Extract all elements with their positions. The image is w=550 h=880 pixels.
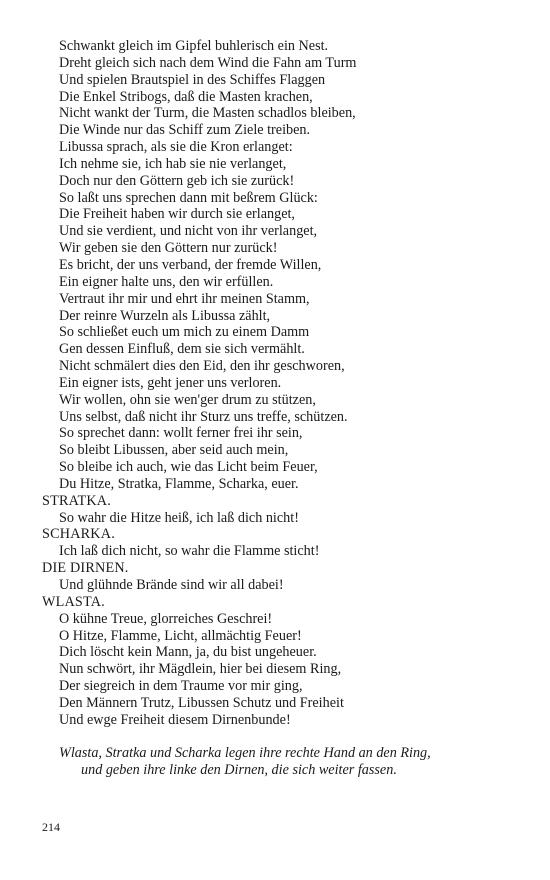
verse-line: Und spielen Brautspiel in des Schiffes Flaggen [59,71,326,88]
verse-line: Ein eigner halte uns, den wir erfüllen. [59,273,274,290]
verse-text-block [42,38,522,729]
speaker-name: WLASTA. [42,593,105,610]
verse-line: Ein eigner ists, geht jener uns verloren. [59,374,282,391]
verse-line: Libussa sprach, als sie die Kron erlanget: [59,139,293,156]
verse-line: Du Hitze, Stratka, Flamme, Scharka, euer. [59,475,299,492]
verse-line: So bleibe ich auch, wie das Licht beim Feuer, [59,459,318,476]
verse-line: Die Freiheit haben wir durch sie erlanget, [59,206,295,223]
verse-line: Die Winde nur das Schiff zum Ziele treiben. [59,122,311,139]
verse-line: Und ewge Freiheit diesem Dirnenbunde! [59,711,291,728]
verse-line: So bleibt Libussen, aber seid auch mein, [59,442,289,459]
verse-line: Uns selbst, daß nicht ihr Sturz uns treffe, schützen. [59,408,348,425]
verse-line: Doch nur den Göttern geb ich sie zurück! [59,172,295,189]
verse-line: Die Enkel Stribogs, daß die Masten krachen, [59,88,313,105]
verse-line: Dich löscht kein Mann, ja, du bist ungeheuer. [59,644,317,661]
speaker-name: STRATKA. [42,492,111,509]
speaker-name: DIE DIRNEN. [42,560,129,577]
page-number: 214 [42,820,60,834]
verse-line: O kühne Treue, glorreiches Geschrei! [59,610,273,627]
verse-line: Ich laß dich nicht, so wahr die Flamme sticht! [59,543,320,560]
verse-line: Nicht wankt der Turm, die Masten schadlos bleiben, [59,105,356,122]
verse-line: Ich nehme sie, ich hab sie nie verlanget, [59,155,287,172]
verse-line: So laßt uns sprechen dann mit beßrem Glück: [59,189,318,206]
verse-line: Nicht schmälert dies den Eid, den ihr geschworen, [59,358,345,375]
verse-line: Wir wollen, ohn sie wen'ger drum zu stützen, [59,391,316,408]
verse-line: Der siegreich in dem Traume vor mir ging, [59,678,303,695]
verse-line: Wir geben sie den Göttern nur zurück! [59,240,278,257]
stage-direction [59,745,529,779]
verse-line: Der reinre Wurzeln als Libussa zählt, [59,307,271,324]
verse-line: Dreht gleich sich nach dem Wind die Fahn am Turm [59,54,357,71]
verse-line: Vertraut ihr mir und ehrt ihr meinen Stamm, [59,290,310,307]
verse-line: So wahr die Hitze heiß, ich laß dich nicht! [59,509,299,526]
stage-direction-line: und geben ihre linke den Dirnen, die sich weiter fassen. [81,762,397,778]
verse-line: Und sie verdient, und nicht von ihr verlanget, [59,223,318,240]
verse-line: Und glühnde Brände sind wir all dabei! [59,577,284,593]
verse-line: Es bricht, der uns verband, der fremde Willen, [59,256,322,273]
speaker-name: SCHARKA. [42,526,115,543]
verse-line: Den Männern Trutz, Libussen Schutz und Freiheit [59,694,344,711]
verse-line: O Hitze, Flamme, Licht, allmächtig Feuer! [59,627,302,644]
verse-line: Gen dessen Einfluß, dem sie sich vermählt. [59,341,305,358]
verse-line: Schwankt gleich im Gipfel buhlerisch ein Nest. [59,38,329,54]
stage-direction-line: Wlasta, Stratka und Scharka legen ihre rechte Hand an den Ring, [59,745,431,761]
verse-line: Nun schwört, ihr Mägdlein, hier bei diesem Ring, [59,661,342,678]
verse-line: So sprechet dann: wollt ferner frei ihr sein, [59,425,303,442]
verse-line: So schließet euch um mich zu einem Damm [59,324,310,341]
